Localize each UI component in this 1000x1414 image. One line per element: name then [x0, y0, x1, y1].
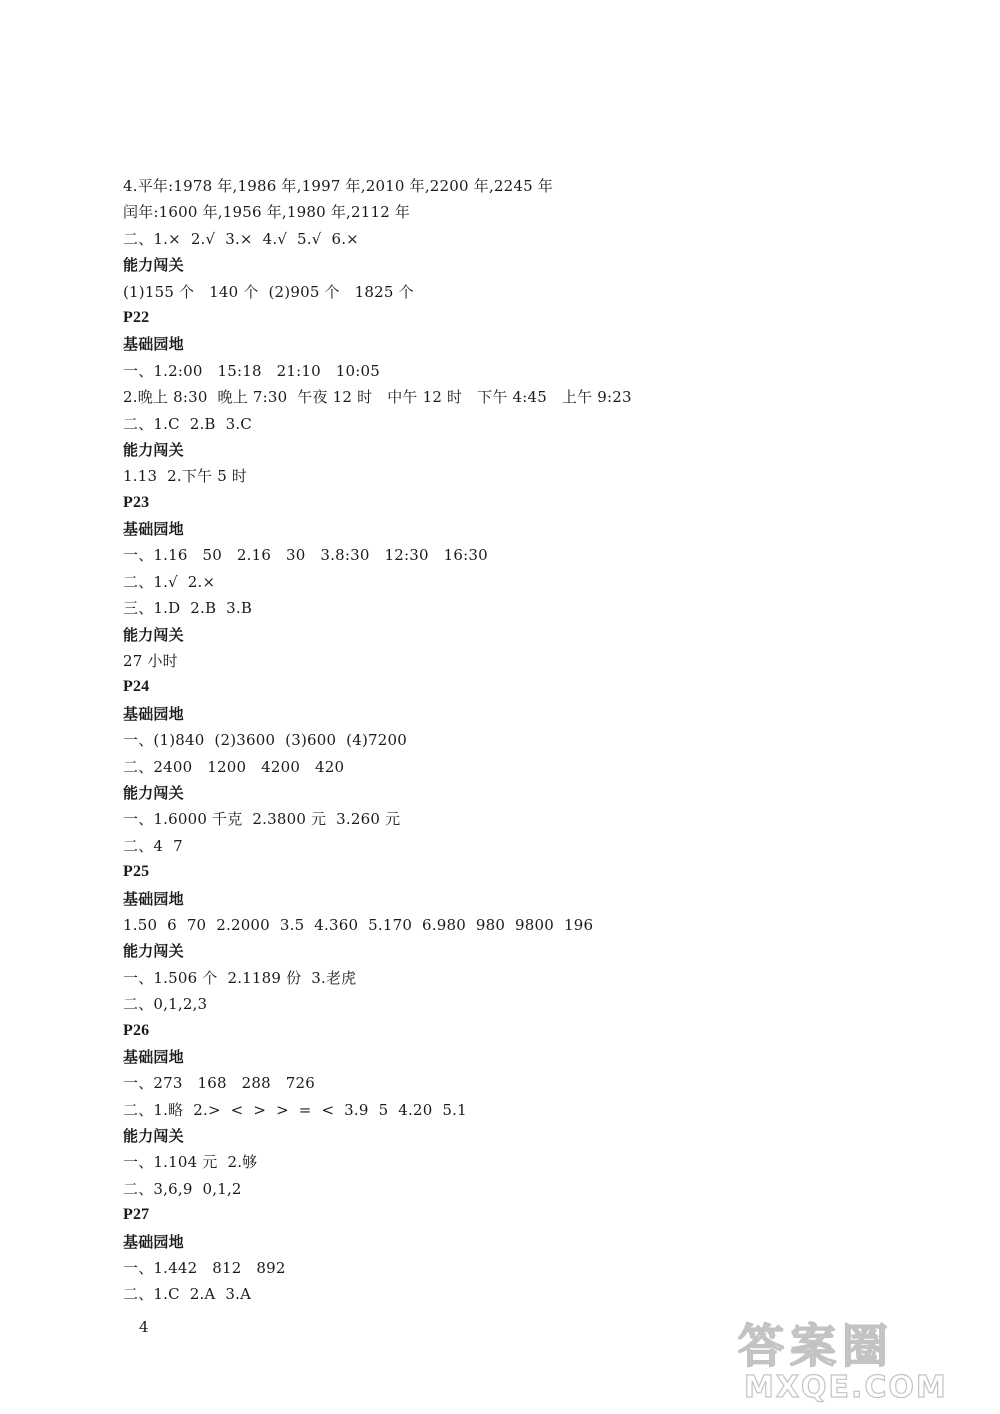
answer-line: 二、1.√ 2.× — [123, 572, 216, 591]
page-number: 4 — [139, 1318, 149, 1336]
answer-line: 二、0,1,2,3 — [123, 995, 208, 1014]
section-heading: 基础园地 — [123, 520, 184, 539]
answer-line: 一、273 168 288 726 — [123, 1074, 316, 1093]
page-heading: P26 — [123, 1021, 150, 1039]
section-heading: 能力闯关 — [123, 783, 184, 802]
section-heading: 基础园地 — [123, 704, 184, 723]
section-heading: 能力闯关 — [123, 256, 184, 275]
answer-line: 一、1.6000 千克 2.3800 元 3.260 元 — [123, 810, 401, 829]
answer-line: 二、1.略 2.> < > > = < 3.9 5 4.20 5.1 — [123, 1100, 467, 1119]
answer-line: 一、1.2:00 15:18 21:10 10:05 — [123, 361, 380, 380]
answer-line: 二、1.C 2.B 3.C — [123, 414, 252, 433]
answer-line: 一、1.442 812 892 — [123, 1259, 286, 1278]
section-heading: 能力闯关 — [123, 942, 184, 961]
answer-line: 2.晚上 8:30 晚上 7:30 午夜 12 时 中午 12 时 下午 4:45 上午 9:23 — [123, 388, 632, 407]
page-heading: P25 — [123, 863, 150, 881]
watermark-top-text: 答案圈 — [738, 1319, 894, 1371]
answer-line: 一、(1)840 (2)3600 (3)600 (4)7200 — [123, 731, 408, 750]
page-heading: P27 — [123, 1206, 150, 1224]
section-heading: 基础园地 — [123, 1047, 184, 1066]
answer-line: 4.平年:1978 年,1986 年,1997 年,2010 年,2200 年,2245 年 — [123, 177, 554, 195]
answer-line: 一、1.104 元 2.够 — [123, 1153, 258, 1172]
section-heading: 能力闯关 — [123, 1127, 184, 1146]
answer-line: 一、1.16 50 2.16 30 3.8:30 12:30 16:30 — [123, 546, 488, 565]
answer-content — [123, 173, 883, 1308]
page-heading: P24 — [123, 678, 150, 696]
watermark-logo — [734, 1316, 984, 1406]
watermark-bottom-text: MXQE.COM — [744, 1370, 948, 1405]
answer-line: 二、3,6,9 0,1,2 — [123, 1179, 242, 1198]
section-heading: 基础园地 — [123, 335, 184, 354]
answer-line: 1.13 2.下午 5 时 — [123, 467, 248, 486]
section-heading: 基础园地 — [123, 889, 184, 908]
answer-line: 二、1.C 2.A 3.A — [123, 1285, 252, 1304]
section-heading: 基础园地 — [123, 1232, 184, 1251]
answer-line: 一、1.506 个 2.1189 份 3.老虎 — [123, 968, 357, 987]
answer-line: 1.50 6 70 2.2000 3.5 4.360 5.170 6.980 980 9800 196 — [123, 915, 594, 934]
answer-line: 二、2400 1200 4200 420 — [123, 757, 345, 776]
answer-line: 二、4 7 — [123, 836, 183, 855]
answer-line: (1)155 个 140 个 (2)905 个 1825 个 — [123, 282, 414, 301]
section-heading: 能力闯关 — [123, 625, 184, 644]
section-heading: 能力闯关 — [123, 440, 184, 459]
page-heading: P23 — [123, 493, 150, 511]
answer-line: 闰年:1600 年,1956 年,1980 年,2112 年 — [123, 203, 411, 222]
answer-line: 二、1.× 2.√ 3.× 4.√ 5.√ 6.× — [123, 229, 359, 248]
answer-line: 27 小时 — [123, 652, 178, 671]
page-heading: P22 — [123, 308, 150, 326]
watermark-top-graphic — [734, 1316, 984, 1371]
answer-line: 三、1.D 2.B 3.B — [123, 599, 253, 618]
